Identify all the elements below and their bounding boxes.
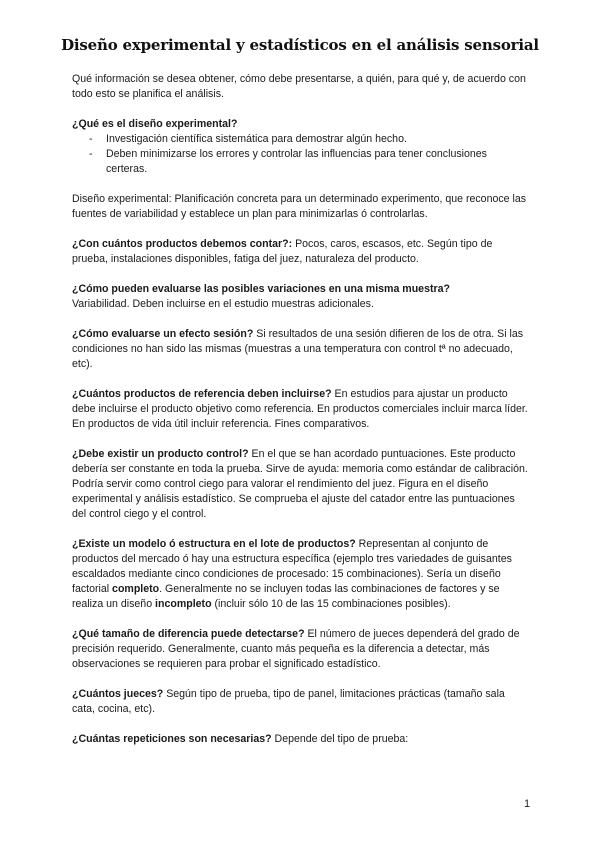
section-text: Representan al conjunto de productos del mercado ó hay una estructura específica (ejemplo tres variedades de guisantes escaldados mediante cinco condiciones de procesado: 15 combinaciones). Sería un diseño factorial xyxy=(72,538,512,595)
bullet-list xyxy=(72,132,528,177)
heading-text: ¿Qué es el diseño experimental? xyxy=(72,118,238,130)
document-body xyxy=(72,72,528,762)
heading-text: ¿Cuántos productos de referencia deben incluirse? xyxy=(72,388,332,400)
list-item: - Deben minimizarse los errores y controlar las influencias para tener conclusiones certeras. xyxy=(72,147,528,177)
section-paragraph xyxy=(72,327,528,372)
heading-text: ¿Existe un modelo ó estructura en el lote de productos? xyxy=(72,538,356,550)
section-paragraph xyxy=(72,237,528,267)
heading-text: ¿Con cuántos productos debemos contar?: xyxy=(72,238,293,250)
heading-text: ¿Cómo pueden evaluarse las posibles variaciones en una misma muestra? xyxy=(72,283,450,295)
page-number: 1 xyxy=(524,798,530,810)
definition-paragraph: Diseño experimental: Planificación concreta para un determinado experimento, que reconoce las fuentes de variabilidad y establece un plan para minimizarlas ó controlarlas. xyxy=(72,193,527,220)
section-text: Pocos, caros, escasos, etc. Según tipo de prueba, instalaciones disponibles, fatiga del juez, naturaleza del producto. xyxy=(72,238,493,265)
list-item: - Investigación científica sistemática para demostrar algún hecho. xyxy=(72,132,528,147)
section-text: (incluir sólo 10 de las 15 combinaciones posibles). xyxy=(211,598,451,610)
emphasis-text: completo xyxy=(112,583,160,595)
section-paragraph xyxy=(72,387,528,432)
section-text: El número de jueces dependerá del grado de precisión requerido. Generalmente, cuanto más pequeña es la diferencia a detectar, más observaciones se requieren para probar el significado estadístico. xyxy=(72,628,520,670)
section-text: En estudios para ajustar un producto debe incluirse el producto objetivo como referencia. En productos comerciales incluir marca líder. En productos de vida útil incluir referencia. Fines comparativos. xyxy=(72,388,528,430)
section-paragraph xyxy=(72,447,528,522)
section-paragraph xyxy=(72,627,528,672)
heading-text: ¿Debe existir un producto control? xyxy=(72,448,249,460)
section-heading xyxy=(72,117,528,132)
emphasis-text: incompleto xyxy=(155,598,212,610)
intro-paragraph: Qué información se desea obtener, cómo debe presentarse, a quién, para qué y, de acuerdo con todo esto se planifica el análisis. xyxy=(72,73,526,100)
section-text: Variabilidad. Deben incluirse en el estudio muestras adicionales. xyxy=(72,298,374,310)
section-text: En el que se han acordado puntuaciones. Este producto debería ser constante en toda la prueba. Sirve de ayuda: memoria como estándar de calibración. Podría servir como control ciego para valorar el rendimiento del juez. Figura en el diseño experimental y análisis estadístico. Se comprueba el ajuste del catador entre las puntuaciones del control ciego y el control. xyxy=(72,448,528,520)
section-text: . Generalmente no se incluyen todas las combinaciones de factores y se realiza un diseño xyxy=(72,583,500,610)
heading-text: ¿Cuántos jueces? xyxy=(72,688,164,700)
page-title: Diseño experimental y estadísticos en el análisis sensorial xyxy=(61,36,539,54)
heading-text: ¿Cuántas repeticiones son necesarias? xyxy=(72,733,272,745)
section-paragraph xyxy=(72,687,528,717)
section-text: Según tipo de prueba, tipo de panel, limitaciones prácticas (tamaño sala cata, cocina, etc). xyxy=(72,688,505,715)
section-text: Depende del tipo de prueba: xyxy=(271,733,409,745)
section-paragraph xyxy=(72,732,528,747)
section-text: Si resultados de una sesión difieren de los de otra. Si las condiciones no han sido las mismas (muestras a una temperatura con control tª no adecuado, etc). xyxy=(72,328,524,370)
heading-text: ¿Qué tamaño de diferencia puede detectarse? xyxy=(72,628,305,640)
section-paragraph xyxy=(72,537,528,612)
section-paragraph xyxy=(72,282,528,312)
heading-text: ¿Cómo evaluarse un efecto sesión? xyxy=(72,328,254,340)
